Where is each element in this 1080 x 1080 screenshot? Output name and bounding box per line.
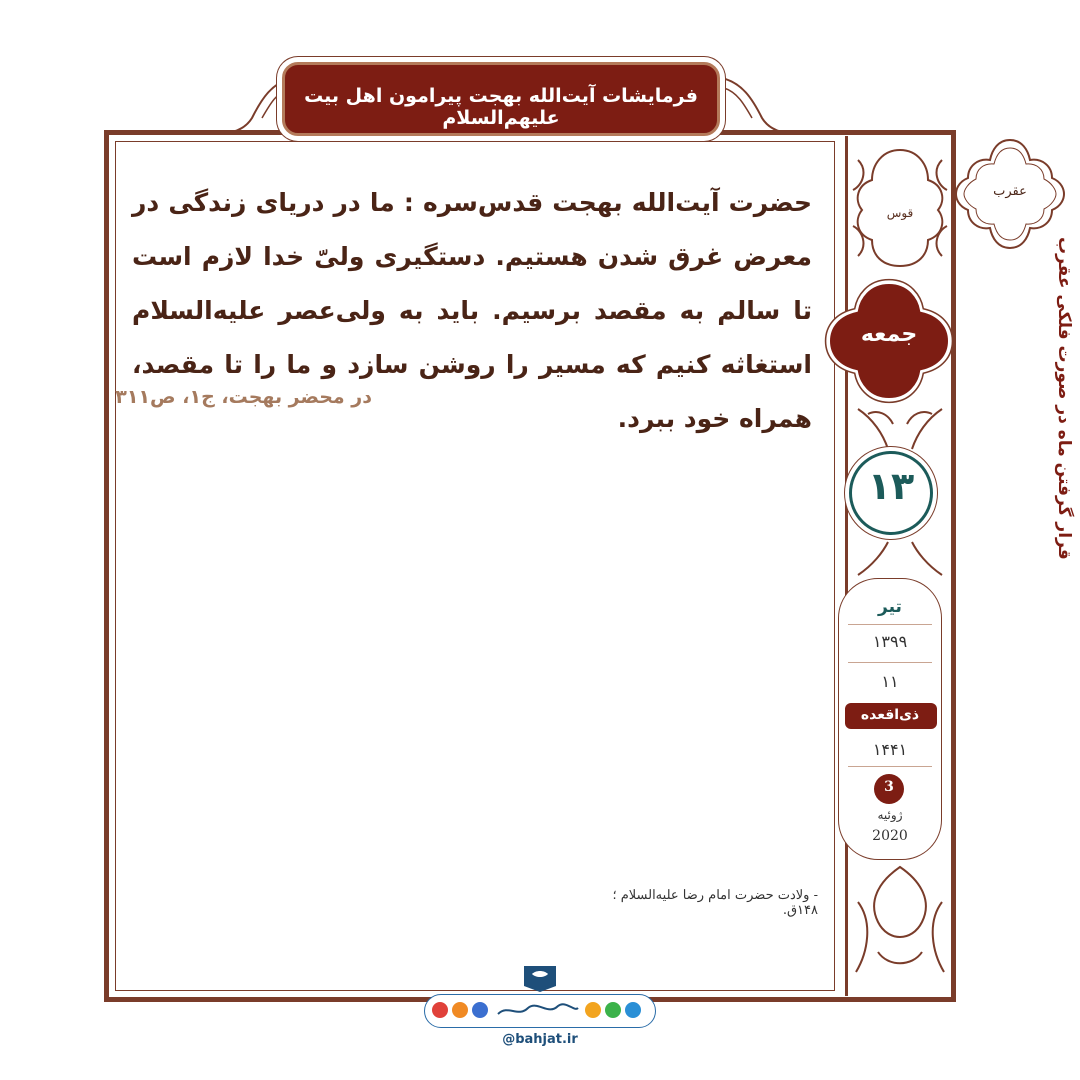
day-number: ۱۳	[867, 464, 915, 508]
floral-ornament-middle	[848, 404, 952, 454]
hijri-year: ۱۴۴۱	[872, 740, 908, 759]
solar-month: تیر	[878, 597, 902, 617]
greg-day: 3	[884, 779, 894, 795]
header-banner	[282, 62, 720, 136]
aparat-icon[interactable]	[432, 1002, 448, 1018]
zodiac-side: عقرب	[993, 184, 1027, 199]
eitaa-icon[interactable]	[585, 1002, 601, 1018]
quote-source: در محضر بهجت، ج۱، ص۳۱۱	[115, 386, 372, 408]
side-caption: قرار گرفتن ماه در صورت فلکی عقرب	[1054, 237, 1074, 560]
quote-text: حضرت آیت‌الله بهجت قدس‌سره : ما در دریای زندگی در معرض غرق شدن هستیم. دستگیری ولیّ خدا لازم است تا سالم به مقصد برسیم. باید به ولی‌عصر علیه‌السلام استغاثه کنیم که مسیر را روشن سازد و ما را تا مقصد، همراه خود ببرد.	[132, 188, 812, 433]
bale-icon[interactable]	[472, 1002, 488, 1018]
divider	[848, 624, 932, 625]
event-note: - ولادت حضرت امام رضا علیه‌السلام ؛ ۱۴۸ق.	[612, 888, 818, 918]
telegram-icon[interactable]	[625, 1002, 641, 1018]
hijri-day: ۱۱	[881, 672, 899, 691]
weekday-label: جمعه	[860, 322, 918, 347]
greg-year: 2020	[872, 828, 908, 844]
greg-month: ژوئیه	[877, 808, 903, 822]
solar-year: ۱۳۹۹	[872, 632, 908, 651]
zodiac-current: قوس	[886, 206, 914, 220]
calligraphy-logo	[494, 998, 580, 1022]
header-ornament-right	[722, 78, 782, 132]
bahjat-logo-icon	[520, 962, 560, 994]
floral-ornament-bottom	[848, 862, 952, 992]
divider	[848, 662, 932, 663]
header-title: فرمایشات آیت‌الله بهجت پیرامون اهل بیت علیهم‌السلام	[304, 85, 698, 129]
soroush-icon[interactable]	[605, 1002, 621, 1018]
divider	[848, 766, 932, 767]
floral-ornament-lower	[848, 540, 952, 580]
footer-handle[interactable]: @bahjat.ir	[502, 1032, 578, 1047]
hijri-month: ذی‌اقعده	[860, 707, 920, 723]
rubika-icon[interactable]	[452, 1002, 468, 1018]
